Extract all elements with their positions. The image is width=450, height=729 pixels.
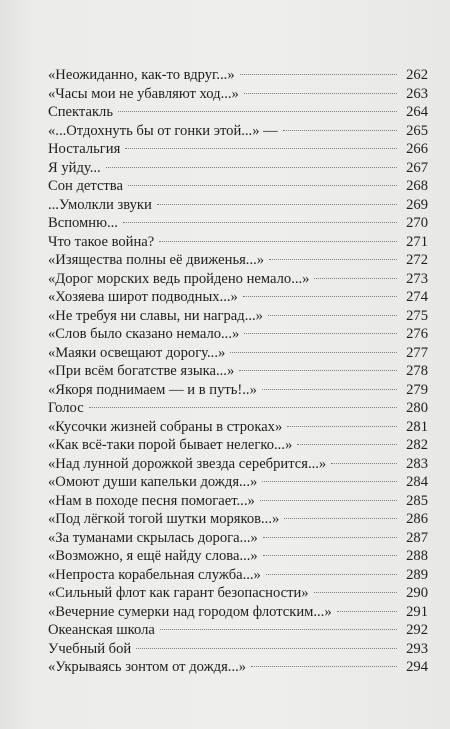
toc-entry-page-number: 271	[406, 233, 428, 250]
dot-leader	[337, 611, 397, 612]
dot-leader	[123, 222, 397, 223]
dot-leader	[125, 148, 397, 149]
toc-entry	[48, 362, 428, 381]
toc-entry-page-number: 278	[406, 363, 428, 379]
toc-entry-title: «При всём богатстве языка...»	[48, 363, 235, 379]
dot-leader	[263, 537, 397, 538]
dot-leader	[260, 500, 397, 501]
dot-leader	[287, 426, 397, 427]
toc-entry	[48, 177, 428, 196]
toc-entry-title: «За туманами скрылась дорога...»	[48, 529, 258, 546]
toc-entry-page-number: 283	[406, 455, 428, 472]
toc-entry-title: «Не требуя ни славы, ни наград...»	[48, 307, 263, 324]
toc-entry	[48, 270, 428, 289]
toc-entry-page-number: 270	[406, 215, 428, 231]
toc-entry	[48, 159, 428, 178]
toc-entry-page-number: 284	[406, 474, 428, 490]
toc-entry-page-number: 280	[406, 400, 428, 416]
dot-leader	[266, 574, 397, 575]
toc-entry-page-number: 266	[406, 141, 428, 157]
toc-entry	[48, 455, 428, 474]
toc-entry-title: Океанская школа	[48, 622, 155, 638]
toc-entry-page-number: 281	[406, 418, 428, 435]
toc-entry-page-number: 285	[406, 492, 428, 509]
toc-entry-page-number: 269	[406, 196, 428, 213]
toc-entry-page-number: 294	[406, 659, 428, 675]
toc-entry	[48, 381, 428, 400]
toc-entry-title: «Нам в походе песня помогает...»	[48, 492, 255, 509]
toc-entry	[48, 122, 428, 141]
toc-entry-page-number: 273	[406, 270, 428, 287]
toc-entry-page-number: 288	[406, 548, 428, 564]
dot-leader	[118, 111, 397, 112]
dot-leader	[230, 352, 397, 353]
toc-entry	[48, 584, 428, 603]
dot-leader	[262, 481, 397, 482]
table-of-contents	[48, 66, 428, 677]
toc-entry-page-number: 289	[406, 566, 428, 583]
toc-entry	[48, 603, 428, 622]
toc-entry-title: «Укрываясь зонтом от дождя...»	[48, 659, 247, 675]
toc-entry	[48, 529, 428, 548]
toc-entry	[48, 418, 428, 437]
toc-entry-page-number: 293	[406, 640, 428, 657]
toc-entry-page-number: 276	[406, 326, 428, 342]
dot-leader	[160, 629, 397, 630]
toc-entry	[48, 566, 428, 585]
dot-leader	[314, 278, 397, 279]
toc-entry-title: «Возможно, я ещё найду слова...»	[48, 548, 258, 564]
toc-entry-title: Вспомню...	[48, 215, 118, 231]
toc-entry-title: «Под лёгкой тогой шутки моряков...»	[48, 511, 280, 527]
toc-entry-title: «...Отдохнуть бы от гонки этой...» —	[48, 122, 278, 139]
toc-entry-page-number: 286	[406, 511, 428, 527]
dot-leader	[244, 93, 397, 94]
toc-entry-title: Я уйду...	[48, 159, 101, 176]
dot-leader	[159, 241, 397, 242]
dot-leader	[314, 592, 397, 593]
dot-leader	[269, 259, 397, 260]
toc-entry-page-number: 274	[406, 289, 428, 305]
toc-entry-title: «Непроста корабельная служба...»	[48, 566, 261, 583]
toc-entry	[48, 307, 428, 326]
toc-entry-title: «Вечерние сумерки над городом флотским...»	[48, 603, 332, 620]
dot-leader	[136, 648, 397, 649]
toc-entry	[48, 658, 428, 677]
toc-entry-title: «Сильный флот как гарант безопасности»	[48, 585, 309, 601]
toc-entry-title: Учебный бой	[48, 640, 132, 657]
toc-entry	[48, 325, 428, 344]
dot-leader	[244, 333, 397, 334]
dot-leader	[89, 407, 397, 408]
toc-entry	[48, 436, 428, 455]
dot-leader	[297, 444, 397, 445]
dot-leader	[243, 296, 397, 297]
toc-entry-title: «Часы мои не убавляют ход...»	[48, 85, 239, 102]
toc-entry-title: «Изящества полны её движенья...»	[48, 252, 265, 268]
toc-entry-page-number: 265	[406, 122, 428, 139]
toc-entry	[48, 85, 428, 104]
toc-entry-title: «Неожиданно, как-то вдруг...»	[48, 67, 235, 83]
toc-entry	[48, 492, 428, 511]
toc-entry-title: «Как всё-таки порой бывает нелегко...»	[48, 437, 293, 453]
toc-entry	[48, 473, 428, 492]
toc-entry-page-number: 292	[406, 622, 428, 638]
toc-entry-title: Спектакль	[48, 104, 113, 120]
toc-entry-page-number: 264	[406, 104, 428, 120]
toc-entry-page-number: 290	[406, 585, 428, 601]
toc-entry	[48, 288, 428, 307]
toc-entry-page-number: 291	[406, 603, 428, 620]
toc-entry-title: Голос	[48, 400, 84, 416]
toc-entry	[48, 640, 428, 659]
toc-entry-title: Ностальгия	[48, 141, 121, 157]
dot-leader	[128, 185, 397, 186]
dot-leader	[263, 555, 397, 556]
toc-entry	[48, 233, 428, 252]
toc-entry	[48, 140, 428, 159]
dot-leader	[262, 389, 397, 390]
toc-entry	[48, 344, 428, 363]
dot-leader	[239, 370, 397, 371]
dot-leader	[284, 518, 397, 519]
toc-entry	[48, 214, 428, 233]
toc-entry	[48, 103, 428, 122]
toc-entry	[48, 66, 428, 85]
toc-entry	[48, 621, 428, 640]
toc-entry-title: «Маяки освещают дорогу...»	[48, 344, 226, 361]
toc-entry-page-number: 262	[406, 67, 428, 83]
toc-entry-title: «Кусочки жизней собраны в строках»	[48, 418, 283, 435]
toc-entry-page-number: 267	[406, 159, 428, 176]
toc-entry-title: ...Умолкли звуки	[48, 196, 152, 213]
toc-entry-page-number: 277	[406, 344, 428, 361]
dot-leader	[240, 74, 397, 75]
toc-entry-title: «Слов было сказано немало...»	[48, 326, 240, 342]
dot-leader	[331, 463, 397, 464]
toc-entry-title: «Над лунной дорожкой звезда серебрится...»	[48, 455, 327, 472]
toc-entry-page-number: 272	[406, 252, 428, 268]
toc-entry-title: «Хозяева широт подводных...»	[48, 289, 238, 305]
toc-entry-page-number: 263	[406, 85, 428, 102]
dot-leader	[283, 130, 397, 131]
dot-leader	[106, 167, 397, 168]
toc-entry	[48, 251, 428, 270]
toc-entry-title: «Омоют души капельки дождя...»	[48, 474, 258, 490]
toc-entry-title: «Дорог морских ведь пройдено немало...»	[48, 270, 310, 287]
toc-entry-title: Сон детства	[48, 178, 123, 194]
toc-entry-page-number: 282	[406, 437, 428, 453]
toc-entry	[48, 196, 428, 215]
toc-entry-page-number: 279	[406, 381, 428, 398]
toc-entry-page-number: 268	[406, 178, 428, 194]
toc-entry-page-number: 287	[406, 529, 428, 546]
dot-leader	[157, 204, 397, 205]
toc-entry	[48, 547, 428, 566]
toc-entry-title: «Якоря поднимаем — и в путь!..»	[48, 381, 257, 398]
toc-entry	[48, 510, 428, 529]
toc-entry	[48, 399, 428, 418]
toc-entry-page-number: 275	[406, 307, 428, 324]
dot-leader	[268, 315, 397, 316]
toc-entry-title: Что такое война?	[48, 233, 155, 250]
dot-leader	[251, 666, 397, 667]
